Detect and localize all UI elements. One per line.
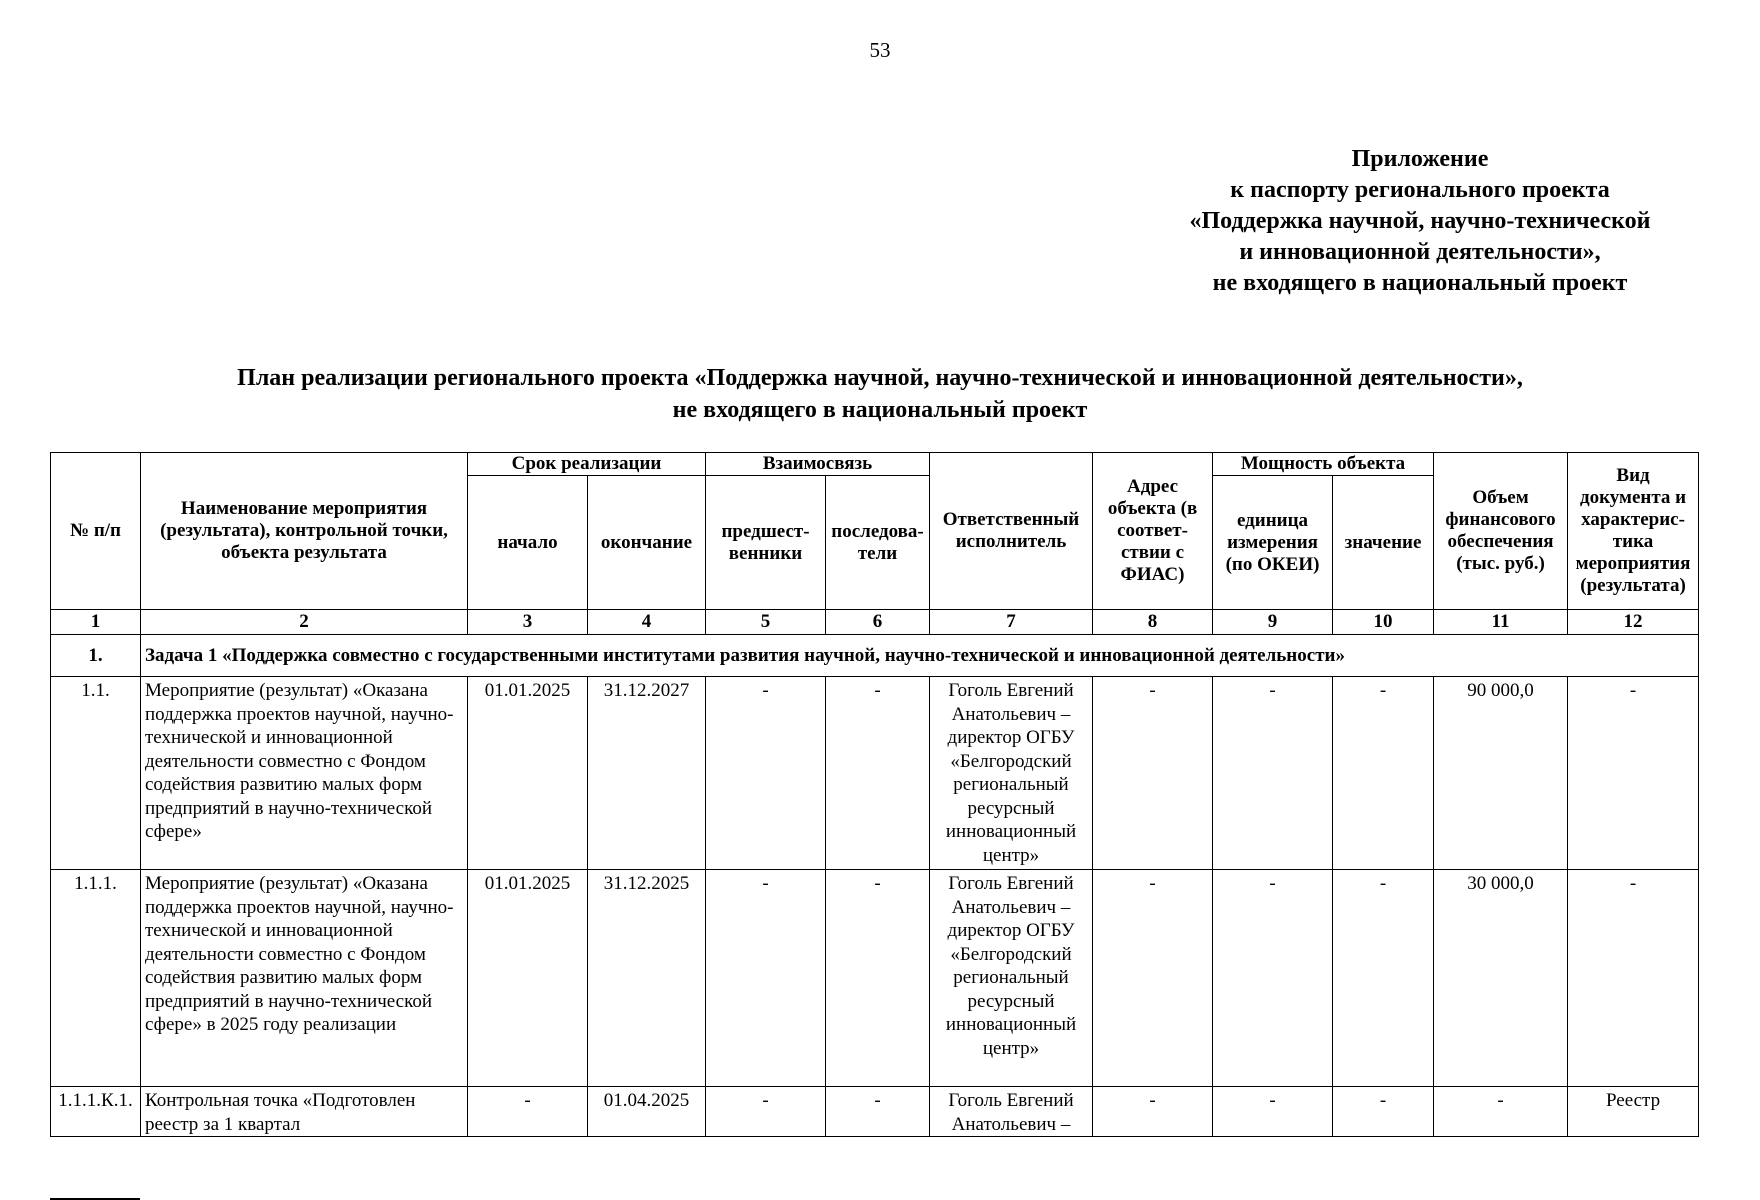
header-name: Наименование мероприятия (результата), контрольной точки, объекта результата xyxy=(141,453,468,610)
cell-num: 1.1. xyxy=(51,677,141,870)
cell-doc: - xyxy=(1568,677,1699,870)
column-number: 3 xyxy=(468,610,588,635)
cell-address: - xyxy=(1093,677,1213,870)
cell-successors: - xyxy=(826,1087,930,1137)
appendix-heading xyxy=(1080,144,1760,299)
cell-name: Мероприятие (результат) «Оказана поддержка проектов научной, научно-технической и инновационной деятельности совместно с Фондом содействия развитию малых форм предприятий в научно-технической сфере» в 2025 году реализации xyxy=(141,870,468,1087)
page-number: 53 xyxy=(869,38,891,62)
appendix-line: и инновационной деятельности», xyxy=(1239,239,1601,265)
column-number: 9 xyxy=(1213,610,1333,635)
cell-predecessors: - xyxy=(706,870,826,1087)
appendix-line: не входящего в национальный проект xyxy=(1212,270,1628,296)
table-row xyxy=(51,677,1699,870)
appendix-line: Приложение xyxy=(1351,146,1489,172)
header-row-top xyxy=(51,453,1699,476)
task-row xyxy=(51,635,1699,677)
cell-finance: 30 000,0 xyxy=(1434,870,1568,1087)
cell-value: - xyxy=(1333,1087,1434,1137)
column-number: 12 xyxy=(1568,610,1699,635)
cell-value: - xyxy=(1333,870,1434,1087)
header-doc: Вид документа и характерис-тика мероприятия (результата) xyxy=(1568,453,1699,610)
cell-name: Контрольная точка «Подготовлен реестр за 1 квартал xyxy=(141,1087,468,1137)
header-successors: последова-тели xyxy=(826,476,930,610)
cell-num: 1.1.1.К.1. xyxy=(51,1087,141,1137)
column-number-row xyxy=(51,610,1699,635)
cell-executor: Гоголь Евгений Анатольевич – директор ОГБУ «Белгородский региональный ресурсный инновационный центр» xyxy=(930,677,1093,870)
cell-start: 01.01.2025 xyxy=(468,870,588,1087)
header-predecessors: предшест-венники xyxy=(706,476,826,610)
column-number: 11 xyxy=(1434,610,1568,635)
cell-unit: - xyxy=(1213,677,1333,870)
cell-address: - xyxy=(1093,1087,1213,1137)
plan-title-line: не входящего в национальный проект xyxy=(672,397,1088,423)
task-text: Задача 1 «Поддержка совместно с государственными институтами развития научной, научно-технической и инновационной деятельности» xyxy=(141,635,1699,677)
plan-table xyxy=(50,452,1699,1137)
cell-address: - xyxy=(1093,870,1213,1087)
header-value: значение xyxy=(1333,476,1434,610)
header-num: № п/п xyxy=(51,453,141,610)
header-start: начало xyxy=(468,476,588,610)
header-address: Адрес объекта (в соответ-ствии с ФИАС) xyxy=(1093,453,1213,610)
column-number: 5 xyxy=(706,610,826,635)
cell-start: 01.01.2025 xyxy=(468,677,588,870)
cell-executor: Гоголь Евгений Анатольевич – директор ОГБУ «Белгородский региональный ресурсный инновационный центр» xyxy=(930,870,1093,1087)
table-row xyxy=(51,1087,1699,1137)
column-number: 6 xyxy=(826,610,930,635)
header-end: окончание xyxy=(588,476,706,610)
header-unit: единица измерения (по ОКЕИ) xyxy=(1213,476,1333,610)
cell-name: Мероприятие (результат) «Оказана поддержка проектов научной, научно-технической и инновационной деятельности совместно с Фондом содействия развитию малых форм предприятий в научно-технической сфере» xyxy=(141,677,468,870)
column-number: 1 xyxy=(51,610,141,635)
column-number: 4 xyxy=(588,610,706,635)
plan-title xyxy=(0,362,1760,426)
cell-num: 1.1.1. xyxy=(51,870,141,1087)
footnote-divider xyxy=(50,1198,140,1200)
header-relation-group: Взаимосвязь xyxy=(706,453,930,476)
cell-predecessors: - xyxy=(706,677,826,870)
appendix-line: «Поддержка научной, научно-технической xyxy=(1189,208,1651,234)
cell-value: - xyxy=(1333,677,1434,870)
column-number: 7 xyxy=(930,610,1093,635)
cell-end: 31.12.2025 xyxy=(588,870,706,1087)
column-number: 10 xyxy=(1333,610,1434,635)
cell-finance: - xyxy=(1434,1087,1568,1137)
column-number: 8 xyxy=(1093,610,1213,635)
cell-start: - xyxy=(468,1087,588,1137)
header-finance: Объем финансового обеспечения (тыс. руб.) xyxy=(1434,453,1568,610)
cell-executor: Гоголь Евгений Анатольевич – xyxy=(930,1087,1093,1137)
plan-title-line: План реализации регионального проекта «Поддержка научной, научно-технической и инновационной деятельности», xyxy=(237,365,1523,391)
task-number: 1. xyxy=(51,635,141,677)
cell-finance: 90 000,0 xyxy=(1434,677,1568,870)
cell-unit: - xyxy=(1213,1087,1333,1137)
header-term-group: Срок реализации xyxy=(468,453,706,476)
cell-doc: Реестр xyxy=(1568,1087,1699,1137)
cell-end: 01.04.2025 xyxy=(588,1087,706,1137)
appendix-line: к паспорту регионального проекта xyxy=(1230,177,1610,203)
cell-doc: - xyxy=(1568,870,1699,1087)
header-capacity-group: Мощность объекта xyxy=(1213,453,1434,476)
cell-end: 31.12.2027 xyxy=(588,677,706,870)
table-row xyxy=(51,870,1699,1087)
cell-unit: - xyxy=(1213,870,1333,1087)
header-executor: Ответственный исполнитель xyxy=(930,453,1093,610)
column-number: 2 xyxy=(141,610,468,635)
cell-successors: - xyxy=(826,870,930,1087)
cell-successors: - xyxy=(826,677,930,870)
cell-predecessors: - xyxy=(706,1087,826,1137)
